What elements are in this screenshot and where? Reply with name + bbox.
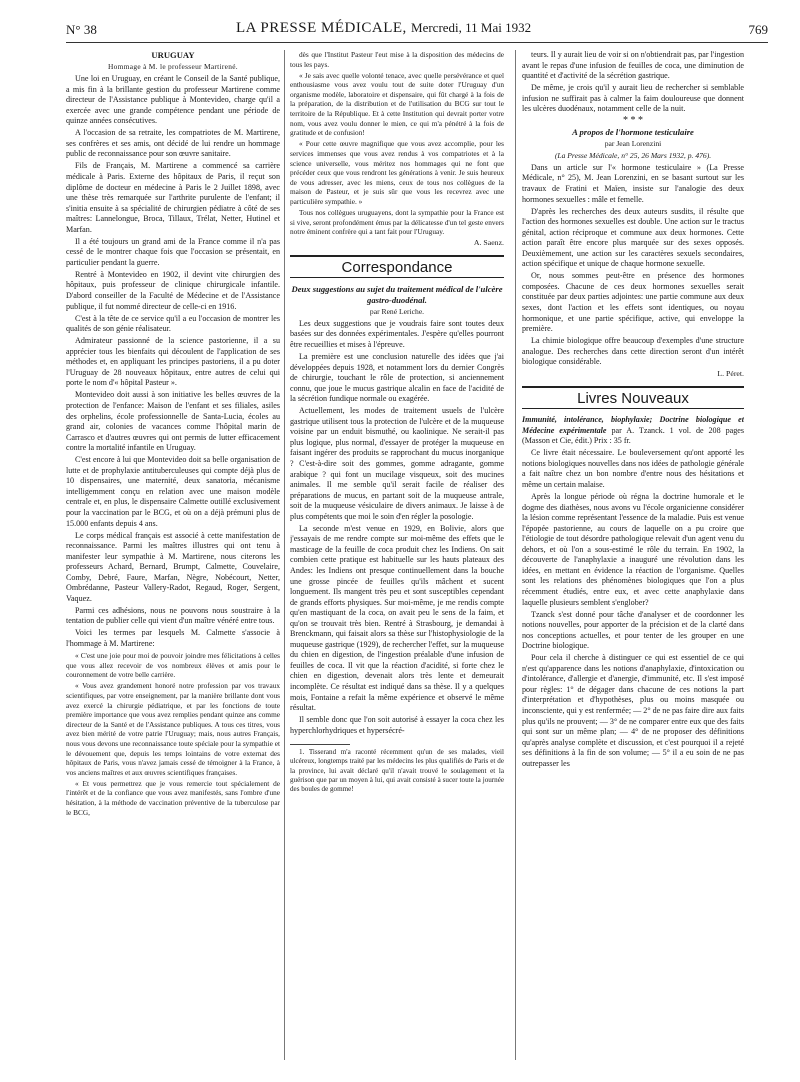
paragraph: Après la longue période où régna la doctrine humorale et le dogme des diathèses, nous avons vu l'école organicienne considérer la lésion comme représentant l'essence de la maladie. Puis est venue l'épopée pastorienne, au cours de laquelle on a pu croire que l'étiologie de tout désordre pathologique relevait d'un agent venu du dehors, et où l'on a sous-estimé le rôle du terrain. En 1902, la découverte de l'anaphylaxie a inauguré une révolution dans les idées, en mettant en évidence la réaction de l'organisme. Quelles sont les relations des phénomènes biologiques que l'on a plus récemment étudiés, entre eux, et avec cette anaphylaxie dans laquelle plusieurs semblent s'englober? <box>522 492 744 607</box>
paragraph: Voici les termes par lesquels M. Calmette s'associe à l'hommage à M. Martirene: <box>66 628 280 649</box>
section-subheading: Hommage à M. le professeur Martirené. <box>108 62 238 72</box>
paragraph: Une loi en Uruguay, en créant le Conseil de la Santé publique, a mis fin à la brillante gestion du professeur Martirene comme directeur de l'Assistance publique à Montevideo, charge qu'il a exercée avec une grande compétence pendant une période de quinze années consécutives. <box>66 74 280 126</box>
issue-date: Mercredi, 11 Mai 1932 <box>411 20 532 35</box>
article-byline: par Jean Lorenzini <box>604 138 662 148</box>
paragraph: D'après les recherches des deux auteurs susdits, il résulte que l'action des hormones sexuelles est double. Une action sur le tractus génital, action réciproque et commune aux deux hormones. Cette action paraît être encore plus marquée sur des sexes opposés. Deuxièmement, une action sur les caractères sexuels secondaires, action spécifique et unique de chaque hormone sexuelle. <box>522 206 744 269</box>
paragraph: Pour cela il cherche à distinguer ce qui est essentiel de ce qui n'est qu'apparence dans les notions d'anaphylaxie, d'intoxication ou d'intolérance, d'allergie et d'anergie, d'immunité, etc. Il s'est imposé pour règles: 1° de dégager dans chacune de ces notions la part d'interprétation et d'hypothèses, plus ou moins masquée ou inconsciente, qui y est renfermée; — 2° de ne pas faire dire aux faits plus qu'ils ne prouvent; — 3° de ne comparer entre eux que des faits qui sont sur un même plan; — 4° de ne proposer des définitions qu'après analyse complète et discussion, et c'est pourquoi il a rejeté ses définitions à la fin de son volume; — 5° il a eu soin de ne pas outrepasser les <box>522 653 744 768</box>
paragraph: teurs. Il y aurait lieu de voir si on n'obtiendrait pas, par l'ingestion avant le repas d'une infusion de feuilles de coca, une diminution de quantité et d'activité de la sécrétion gastrique. <box>522 50 744 81</box>
paragraph: De même, je crois qu'il y aurait lieu de rechercher si semblable infusion ne suffirait pas à calmer la faim douloureuse que donnent les ulcères duodénaux, notamment celle de la nuit. <box>522 83 744 114</box>
column-3 <box>522 50 744 1060</box>
paragraph: Montevideo doit aussi à son initiative les belles œuvres de la protection de l'enfance: Maison de l'enfant et ses filiales, asiles des orphelins, école professionnelle de Santa-Lucia, écoles au grand air, colonies de vacances comme l'hôpital marin de Carrasco et d'autres œuvres qui ont permis de lutter efficacement contre la mortalité infantile en Uruguay. <box>66 390 280 453</box>
quoted-letter <box>66 651 280 817</box>
paragraph: A l'occasion de sa retraite, les compatriotes de M. Martirene, ses confrères et ses amis, ont décidé de lui rendre un hommage public de reconnaissance pour son œuvre sanitaire. <box>66 128 280 159</box>
paragraph: La première est une conclusion naturelle des idées que j'ai développées depuis 1928, et notamment lors du dernier Congrès de chirurgie, touchant le rôle de protection, si anciennement connu, que joue le mucus gastrique alcalin en face de l'acidité de la sécrétion fundique normale ou exagérée. <box>290 352 504 404</box>
paragraph: Les deux suggestions que je voudrais faire sont toutes deux basées sur des données expérimentales. J'espère qu'elles pourront être recueillies et mises à l'épreuve. <box>290 318 504 350</box>
paragraph: « Je sais avec quelle volonté tenace, avec quelle persévérance et quel enthousiasme vous avez voulu tout de suite doter l'Uruguay d'un organisme modèle, laboratoire et dispensaire, qui fût chargé à la fois de la préparation, de la distribution et de l'utilisation du BCG sur tout le territoire de la République. Et à cette Institution qui devrait porter votre nom, vous avez voulu donner le mien, ce qui m'a pénétré à la fois de gratitude et de confusion! <box>290 70 504 138</box>
paragraph: Tzanck s'est donné pour tâche d'analyser et de coordonner les notions nouvelles, pour apporter de la précision et de la clarté dans nos conceptions actuelles, et pour tenter de les grouper en une Doctrine biologique. <box>522 609 744 651</box>
article-body-continued <box>522 50 744 115</box>
paragraph: Fils de Français, M. Martirene a commencé sa carrière médicale à Paris. Externe des hôpitaux de Paris, il reçut son diplôme de docteur en médecine à Paris le 2 Juillet 1898, avec une thèse très remarquée sur l'arthrite purulente de l'enfant; il s'initia ensuite à sa spécialité de chirurgien pédiatre à côté de ses maîtres: Lannelongue, Broca, Tillaux, Trélat, Netter, Hutinel et Marfan. <box>66 161 280 234</box>
article-title: Deux suggestions au sujet du traitement médical de l'ulcère gastro-duodénal. <box>291 284 503 305</box>
paragraph: Parmi ces adhésions, nous ne pouvons nous soustraire à la tentation de publier celle qui vient d'un maître vénéré entre tous. <box>66 605 280 626</box>
paragraph: La seconde m'est venue en 1929, en Bolivie, alors que j'essayais de me rendre compte sur moi-même des effets que le masticage de la feuille de coca produit chez les Indiens. On sait combien cette pratique est habituelle sur les hauts plateaux des Andes: les Indiens ont presque continuellement dans la bouche une grosse pincée de feuilles qu'ils mâchent et sucent longuement. Ils mangent très peu et sont susceptibles cependant de grands efforts physiques. Sur moi-même, je me rendis compte qu'en mastiquant de la coca, on avait peu le sens de la faim, et qu'on se trouvait très bien. Rentré à Strasbourg, je demandai à Brenckmann, qui faisait alors sa thèse sur l'histophysiologie de la muqueuse gastrique (1929), de rechercher l'effet, sur la muqueuse du chien en digestion, de l'ingestion préalable d'une infusion de feuilles de coca. Il vit que la réaction d'acidité, si forte chez le chien en digestion, devenait alors très lente et demeurait incomplète. Ce résultat est indiqué dans sa thèse. Il y a quelques mois, Fontaine a refait la même expérience et observé le même résultat. <box>290 523 504 713</box>
paragraph: « Et vous permettrez que je vous remercie tout spécialement de l'intérêt et de la confiance que vous avez manifestés, sans l'ombre d'une hésitation, à la méthode de vaccination préventive de la tuberculose par le BCG, <box>66 778 280 817</box>
paragraph: dès que l'Institut Pasteur l'eut mise à la disposition des médecins de tous les pays. <box>290 50 504 69</box>
book-title-text: Immunité, intolérance, biophylaxie; Doctrine biologique et Médecine expérimentale <box>522 415 744 435</box>
correspondance-heading: Correspondance <box>290 255 504 279</box>
book-review-body <box>522 448 744 769</box>
paragraph: Admirateur passionné de la science pastorienne, il a su apprécier tous les bienfaits qui découlent de l'application de ses méthodes et, en appliquant les principes pastoriens, il a pu doter l'Uruguay de 28 nouveaux hôpitaux, entre autres de celui qui porte le nom d'« hôpital Pasteur ». <box>66 336 280 388</box>
paragraph: Il a été toujours un grand ami de la France comme il n'a pas cessé de le montrer chaque fois que l'occasion se présentait, en particulier pendant la guerre. <box>66 236 280 267</box>
paragraph: C'est encore à lui que Montevideo doit sa belle organisation de lutte et de prophylaxie antituberculeuses qui compte déjà plus de 10 dispensaires, une maternité, deux sanatoria, mécanisme intelligemment conçu en relation avec une maison modèle centrale et, en plus, le dispensaire Calmette outillé exclusivement pour la vaccination par le BCG, et où on a déjà prémuni plus de 15.000 enfants depuis 4 ans. <box>66 455 280 528</box>
paragraph: Dans un article sur l'« hormone testiculaire » (La Presse Médicale, n° 25), M. Jean Lorenzini, en se basant surtout sur les travaux de Fratini et Maïen, insiste sur l'analogie des deux hormones sexuelles : mâle et femelle. <box>522 162 744 204</box>
book-author: par A. Tzanck. 1 vol. de 208 pages (Masson et Cie, édit.) Prix : 35 fr. <box>522 425 744 446</box>
article-body <box>290 319 504 736</box>
signature: A. Saenz. <box>473 238 504 248</box>
section-separator: * * * <box>623 115 643 127</box>
paragraph: « Vous avez grandement honoré notre profession par vos travaux scientifiques, par votre enseignement, par la manière brillante dont vous avez exercé la chirurgie pédiatrique, et par les fonctions de toute première importance que vous avez remplies pendant quinze ans comme directeur de la Santé et de l'Assistance publiques. A tous ces titres, vous avez bien mérité de votre patrie l'Uruguay; mais, nous autres Français, nous vous devons une reconnaissance toute spéciale pour la sympathie et le dévouement que, depuis les temps lointains de votre externat des hôpitaux de Paris, vous n'avez jamais cessé de témoigner à la France, à vos anciens maîtres et aux œuvres scientifiques françaises. <box>66 681 280 777</box>
section-heading: URUGUAY <box>151 50 195 60</box>
paragraph: Ce livre était nécessaire. Le bouleversement qu'ont apporté les notions biologiques nouvelles dans nos idées de pathologie générale a fait naître chez un bon nombre d'entre nous des hésitations et même un certain malaise. <box>522 448 744 489</box>
article-byline: par René Leriche. <box>369 306 425 316</box>
quoted-letter-continued <box>290 50 504 237</box>
column-rule <box>515 50 516 1060</box>
book-title <box>522 415 744 447</box>
article-title: A propos de l'hormone testiculaire <box>572 126 694 137</box>
column-1 <box>66 50 280 1060</box>
paragraph: « C'est une joie pour moi de pouvoir joindre mes félicitations à celles que vous allez recevoir de vos nombreux élèves et amis pour le couronnement de votre belle carrière. <box>66 651 280 680</box>
livres-nouveaux-heading: Livres Nouveaux <box>522 386 744 410</box>
page-number: 769 <box>748 22 768 37</box>
article-body <box>66 74 280 649</box>
paragraph: Tous nos collègues uruguayens, dont la sympathie pour la France est si vive, seront profondément émus par la délicatesse d'un tel geste envers notre éminent confrère qui a tant fait pour l'Uruguay. <box>290 208 504 237</box>
paragraph: La chimie biologique offre beaucoup d'exemples d'une structure analogue. Des recherches dans cette direction seront d'un intérêt biologique considérable. <box>522 336 744 367</box>
paragraph: Rentré à Montevideo en 1902, il devint vite chirurgien des hôpitaux, puis professeur de clinique chirurgicale infantile. D'abord conseiller de la Faculté de Médecine et de l'Assistance publique, il fut nommé directeur de celle-ci en 1916. <box>66 269 280 311</box>
issue-number: N° 38 <box>66 22 97 37</box>
footnote: 1. Tisserand m'a raconté récemment qu'un de ses malades, vieil ulcéreux, longtemps traité par les médecins les plus qualifiés de Paris et de la province, lui avait déclaré qu'il n'avait trouvé le soulagement et la guérison que par un moyen à lui, qui avait consisté à sucer toute la journée des boules de gomme! <box>290 748 504 794</box>
paragraph: « Pour cette œuvre magnifique que vous avez accomplie, pour les services immenses que vous avez rendus à vos compatriotes et à la science universelle, vous méritez nos hommages qui ne font que précéder ceux que vous rendront les générations à venir. Je suis heureux de vous adresser, avec les miens, ceux de tous nos collègues de la maison de Pasteur, et je suis sûr que vous les recevrez avec une particulière sympathie. » <box>290 139 504 206</box>
paragraph: Le corps médical français est associé à cette manifestation de reconnaissance. Parmi les maîtres illustres qui ont tenu à manifester leur sympathie à M. Martirene, nous citerons les professeurs Achard, Bernard, Brumpt, Calmette, Couvelaire, Comby, Debré, Faure, Marfan, Nègre, Nobécourt, Netter, Ombrédanne, Pasteur Vallery-Radot, Regaud, Roger, Sergent, Vaquez. <box>66 530 280 603</box>
footnote-rule <box>290 744 350 745</box>
article-reference: (La Presse Médicale, n° 25, 26 Mars 1932, p. 476). <box>554 150 712 160</box>
paragraph: Actuellement, les modes de traitement usuels de l'ulcère gastrique utilisent tous la protection de l'ulcère et de la muqueuse voisine par un enduit bismuthé, ou kaolinique. Ne serait-il pas plus logique, plus normal, d'essayer de protéger la muqueuse en faisant ingérer des produits se rapprochant du mucus inorganique ? C'est-à-dire soit des gommes, gomme adragante, gomme arabique ? qui font un mucilage visqueux, soit des mucines animales. Il me semble qu'il serait facile de réaliser des préparations de mucus, en partant soit de la muqueuse antrale, soit de la muqueuse vésiculaire de divers animaux. Je laisse à de plus compétents que moi le soin d'en régler la posologie. <box>290 406 504 521</box>
journal-title <box>236 20 531 37</box>
paragraph: C'est à la tête de ce service qu'il a eu l'occasion de montrer les qualités de son génie réalisateur. <box>66 313 280 334</box>
masthead <box>66 20 768 43</box>
paragraph: Il semble donc que l'on soit autorisé à essayer la coca chez les hyperchlorhydriques et hypersécré- <box>290 715 504 735</box>
paragraph: Or, nous sommes peut-être en présence des hormones composées. Chacune de ces deux hormones sexuelles serait constituée par deux parties adjointes: une partie commune aux deux sexes, dont l'action et les effets sont identiques, ou noyau hormonique, et une partie spécifique, active, qui enveloppe la première. <box>522 271 744 334</box>
column-2 <box>290 50 504 1060</box>
signature: L. Péret. <box>717 369 744 379</box>
article-body <box>522 163 744 368</box>
column-rule <box>284 50 285 1060</box>
journal-name: LA PRESSE MÉDICALE, <box>236 20 407 36</box>
